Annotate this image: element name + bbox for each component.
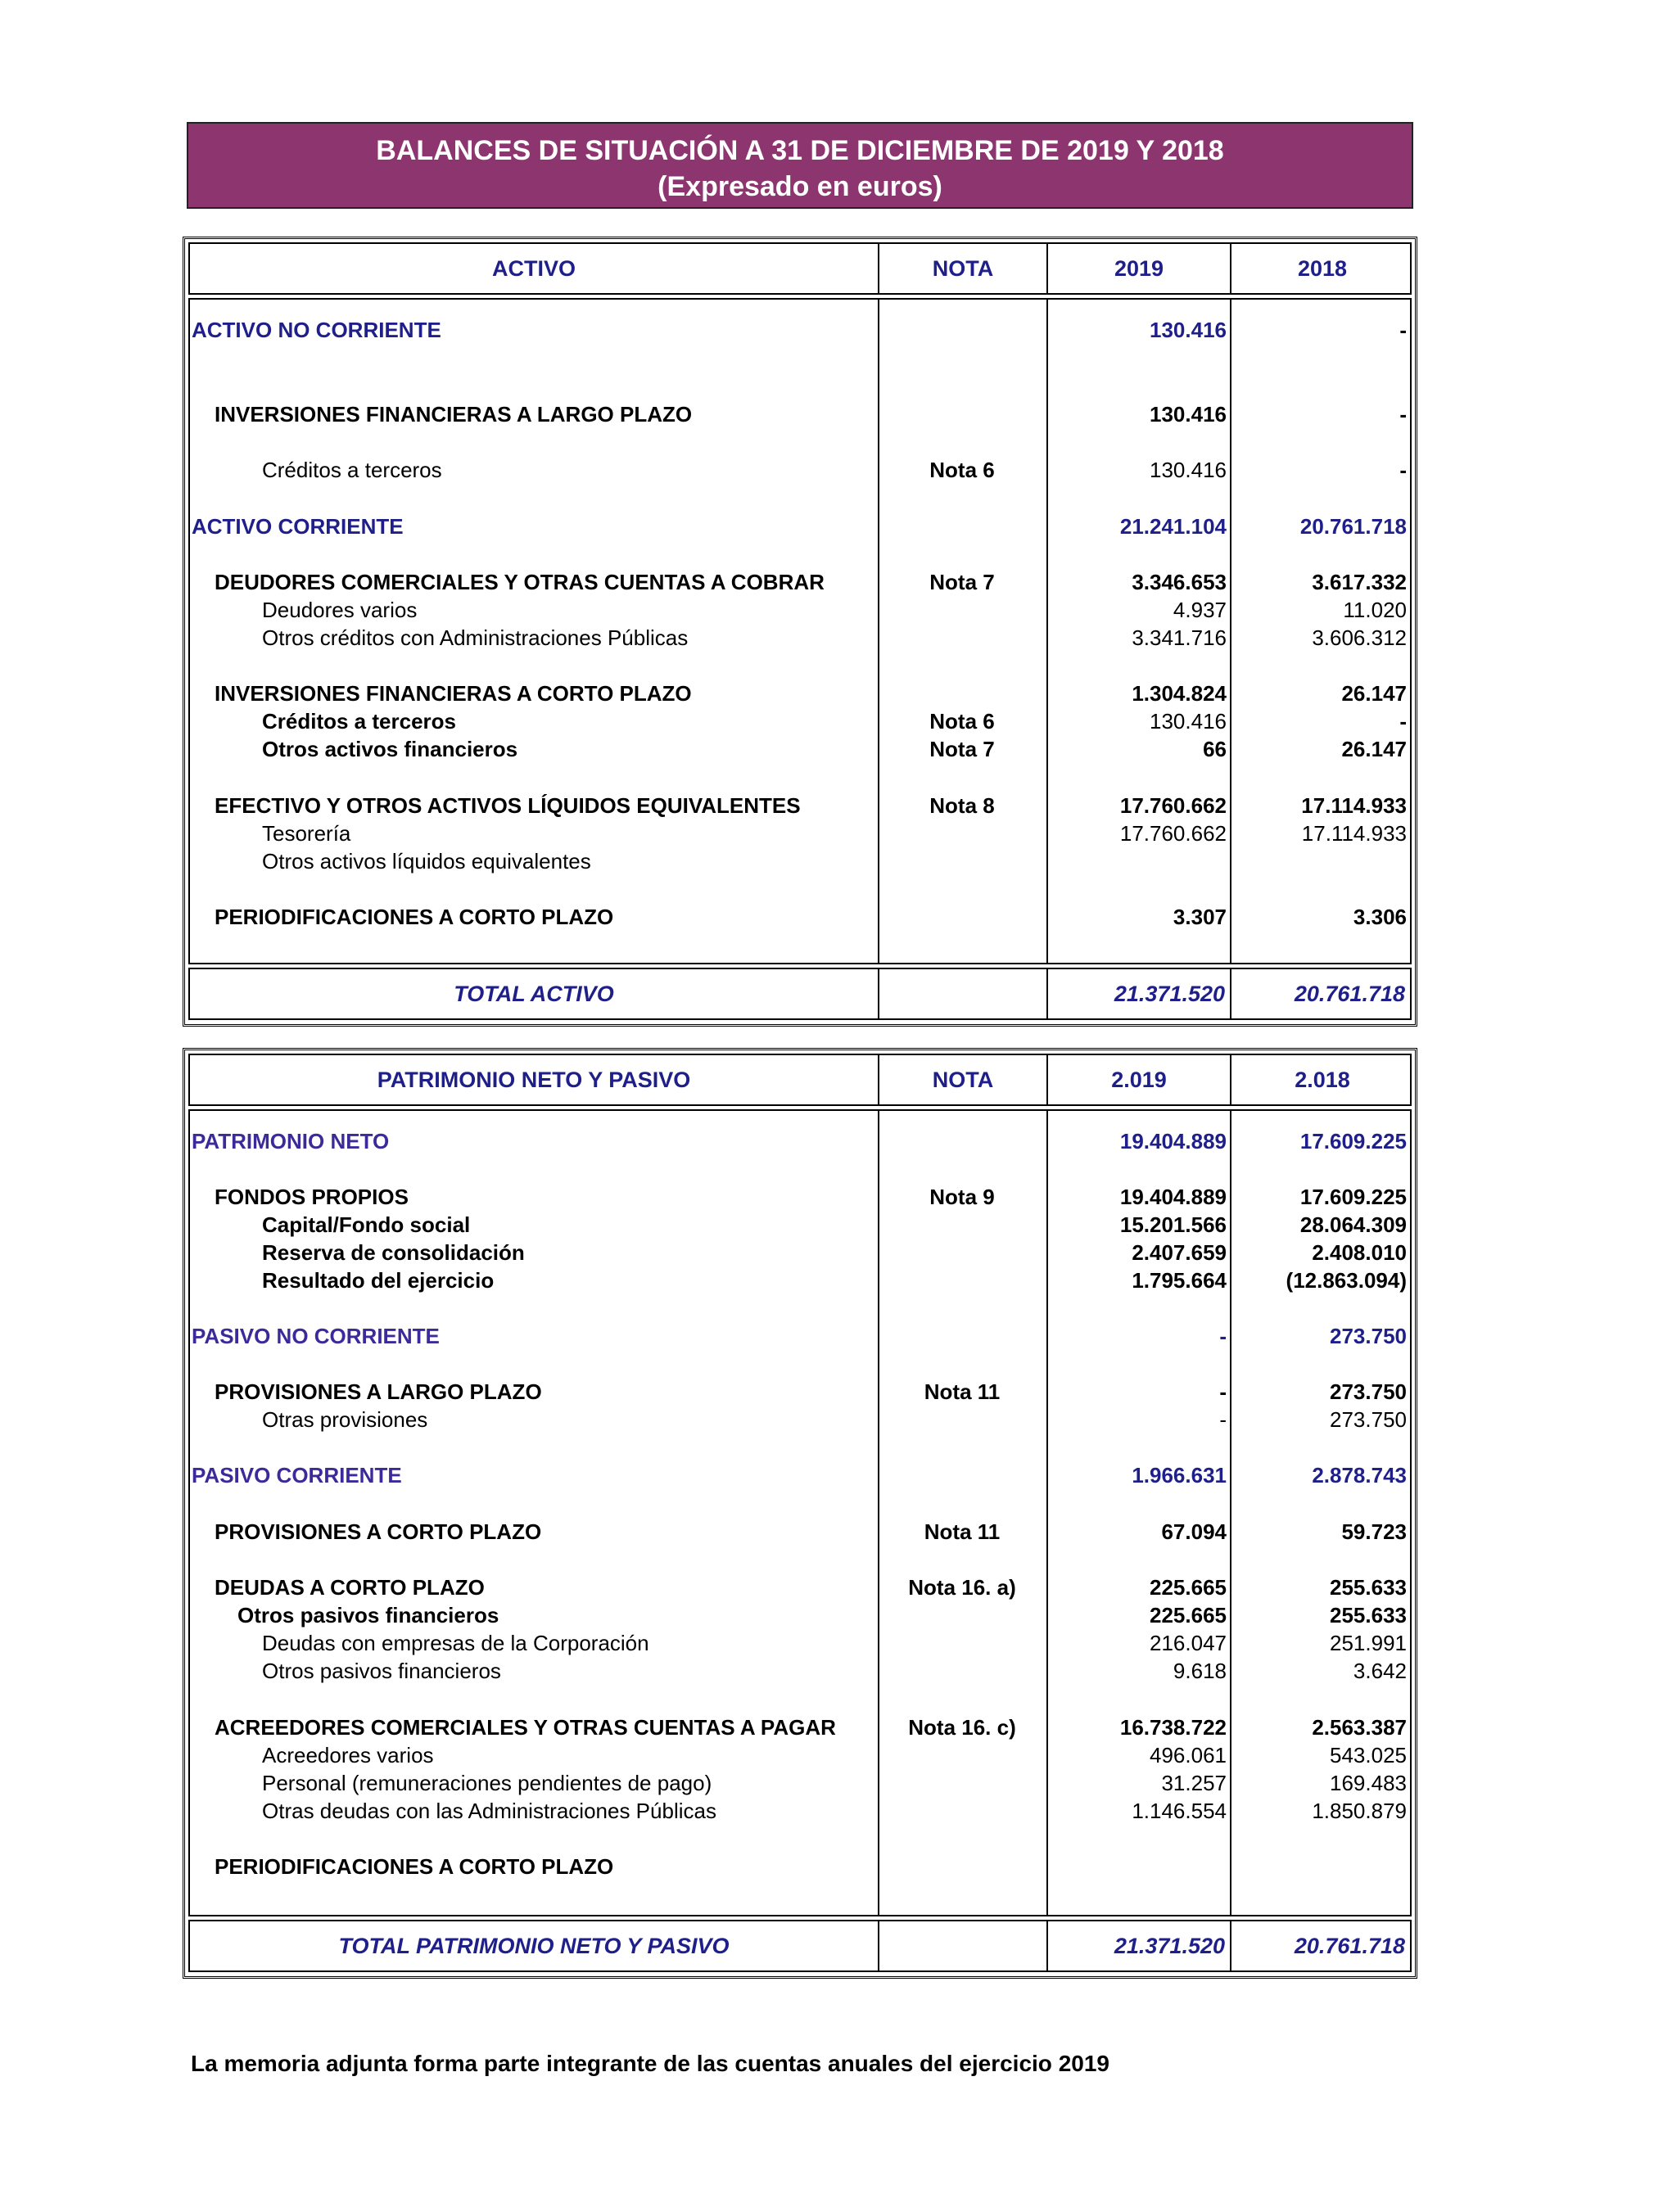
- activo-total-2019: 21.371.520: [1114, 982, 1225, 1006]
- table-row: Otros activos líquidos equivalentes: [262, 849, 591, 874]
- table-row: ACREEDORES COMERCIALES Y OTRAS CUENTAS A PAGAR Nota 16. c) 16.738.722 2.563.387: [215, 1715, 1407, 1740]
- pasivo-total-label: TOTAL PATRIMONIO NETO Y PASIVO: [338, 1934, 730, 1958]
- table-row: Reserva de consolidación 2.407.659 2.408.010: [262, 1240, 1407, 1265]
- activo-total-2018: 20.761.718: [1294, 982, 1405, 1006]
- table-row: EFECTIVO Y OTROS ACTIVOS LÍQUIDOS EQUIVALENTES Nota 8 17.760.662 17.114.933: [215, 793, 1407, 818]
- table-row: Capital/Fondo social 15.201.566 28.064.309: [262, 1212, 1407, 1237]
- table-row: Otras provisiones - 273.750: [262, 1407, 1407, 1432]
- table-row: ACTIVO CORRIENTE 21.241.104 20.761.718: [192, 514, 1407, 539]
- table-row: PERIODIFICACIONES A CORTO PLAZO: [215, 1854, 614, 1879]
- pasivo-total-row: [188, 1920, 1412, 1972]
- table-row: Deudas con empresas de la Corporación 216.047 251.991: [262, 1631, 1407, 1655]
- activo-header: [188, 242, 1412, 295]
- table-row: Créditos a terceros Nota 6 130.416 -: [262, 458, 1407, 482]
- table-row: Acreedores varios 496.061 543.025: [262, 1743, 1407, 1767]
- pasivo-header-label: PATRIMONIO NETO Y PASIVO: [377, 1068, 691, 1092]
- table-row: DEUDORES COMERCIALES Y OTRAS CUENTAS A COBRAR Nota 7 3.346.653 3.617.332: [215, 570, 1407, 594]
- table-row: INVERSIONES FINANCIERAS A CORTO PLAZO 1.304.824 26.147: [215, 681, 1407, 706]
- table-row: PROVISIONES A CORTO PLAZO Nota 11 67.094 59.723: [215, 1519, 1407, 1544]
- pasivo-total-2019: 21.371.520: [1114, 1934, 1225, 1958]
- pasivo-total-2018: 20.761.718: [1294, 1934, 1405, 1958]
- activo-body: [188, 298, 1412, 964]
- table-row: PASIVO CORRIENTE 1.966.631 2.878.743: [192, 1463, 1407, 1487]
- pasivo-header-2019: 2.019: [1111, 1068, 1167, 1092]
- activo-total-label: TOTAL ACTIVO: [454, 982, 614, 1006]
- table-row: ACTIVO NO CORRIENTE 130.416 -: [192, 318, 1407, 342]
- table-row: Personal (remuneraciones pendientes de pago) 31.257 169.483: [262, 1771, 1407, 1795]
- table-row: Deudores varios 4.937 11.020: [262, 598, 1407, 622]
- report-title-banner: [187, 122, 1413, 209]
- pasivo-header-nota: NOTA: [932, 1068, 994, 1092]
- pasivo-header: [188, 1054, 1412, 1106]
- table-row: Otros pasivos financieros 9.618 3.642: [262, 1659, 1407, 1683]
- footer-note: La memoria adjunta forma parte integrante de las cuentas anuales del ejercicio 2019: [191, 2051, 1109, 2076]
- table-row: Otros créditos con Administraciones Públicas 3.341.716 3.606.312: [262, 625, 1407, 650]
- report-title: BALANCES DE SITUACIÓN A 31 DE DICIEMBRE DE 2019 Y 2018: [376, 135, 1224, 166]
- report-subtitle: (Expresado en euros): [658, 171, 942, 202]
- activo-header-nota: NOTA: [932, 256, 994, 281]
- pasivo-body: [188, 1109, 1412, 1916]
- activo-header-label: ACTIVO: [491, 256, 576, 281]
- activo-header-2019: 2019: [1114, 256, 1164, 281]
- table-row: Tesorería 17.760.662 17.114.933: [262, 821, 1407, 846]
- table-row: FONDOS PROPIOS Nota 9 19.404.889 17.609.225: [215, 1185, 1407, 1209]
- table-row: PERIODIFICACIONES A CORTO PLAZO 3.307 3.306: [215, 905, 1407, 929]
- table-row: Créditos a terceros Nota 6 130.416 -: [262, 709, 1407, 734]
- table-row: DEUDAS A CORTO PLAZO Nota 16. a) 225.665 255.633: [215, 1575, 1407, 1600]
- table-row: PASIVO NO CORRIENTE - 273.750: [192, 1324, 1407, 1348]
- table-row: Otros activos financieros Nota 7 66 26.147: [262, 737, 1407, 761]
- activo-total-row: [188, 968, 1412, 1020]
- table-row: Otras deudas con las Administraciones Públicas 1.146.554 1.850.879: [262, 1799, 1407, 1823]
- activo-table: [183, 237, 1417, 1027]
- table-row: Otros pasivos financieros 225.665 255.633: [237, 1603, 1407, 1627]
- pasivo-table: [183, 1048, 1417, 1979]
- table-row: PROVISIONES A LARGO PLAZO Nota 11 - 273.750: [215, 1379, 1407, 1404]
- activo-header-2018: 2018: [1297, 256, 1348, 281]
- table-row: Resultado del ejercicio 1.795.664 (12.863.094): [262, 1268, 1407, 1293]
- pasivo-header-2018: 2.018: [1295, 1068, 1350, 1092]
- table-row: PATRIMONIO NETO 19.404.889 17.609.225: [192, 1129, 1407, 1153]
- table-row: INVERSIONES FINANCIERAS A LARGO PLAZO 130.416 -: [215, 402, 1407, 427]
